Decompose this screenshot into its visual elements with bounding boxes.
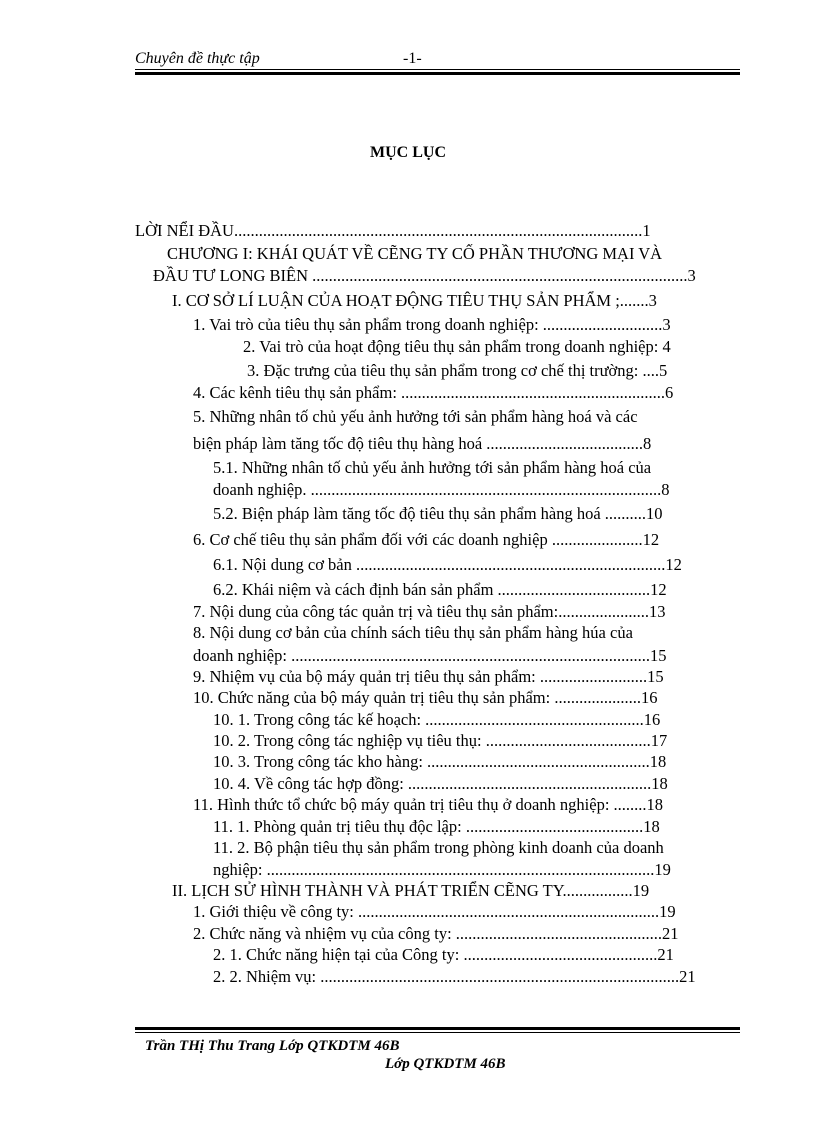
header-rule-thick [135, 72, 740, 75]
footer-rule-thin [135, 1032, 740, 1033]
toc-entry: 9. Nhiệm vụ của bộ máy quản trị tiêu thụ sản phẩm: ..........................15 [193, 667, 664, 686]
toc-entry: 11. 2. Bộ phận tiêu thụ sản phẩm trong phòng kinh doanh của doanh [213, 838, 664, 857]
toc-entry: 2. Vai trò của hoạt động tiêu thụ sản phẩm trong doanh nghiệp: 4 [243, 337, 671, 356]
footer-author: Trần THị Thu Trang Lớp QTKDTM 46B [145, 1038, 400, 1054]
toc-entry: 11. Hình thức tổ chức bộ máy quản trị tiêu thụ ở doanh nghiệp: ........18 [193, 795, 664, 814]
toc-entry: 2. 1. Chức năng hiện tại của Công ty: ...............................................21 [213, 945, 674, 964]
toc-entry: doanh nghiệp. .....................................................................................8 [213, 480, 670, 499]
toc-entry: 10. 3. Trong công tác kho hàng: ......................................................18 [213, 752, 667, 771]
toc-entry: CHƯƠNG I: KHÁI QUÁT VỀ CẼNG TY CỔ PHẦN THƯƠNG MẠI VÀ [167, 244, 663, 263]
toc-entry: 2. 2. Nhiệm vụ: .......................................................................................21 [213, 967, 696, 986]
toc-entry: 10. 4. Về công tác hợp đồng: ...........................................................18 [213, 774, 668, 793]
toc-entry: 6. Cơ chế tiêu thụ sản phẩm đối với các doanh nghiệp ......................12 [193, 530, 660, 549]
toc-entry: nghiệp: ..............................................................................................19 [213, 860, 671, 879]
toc-entry: 1. Giới thiệu về công ty: .........................................................................19 [193, 902, 676, 921]
toc-entry: 6.2. Khái niệm và cách định bán sản phẩm .....................................12 [213, 580, 667, 599]
header-title: Chuyên đề thực tập [135, 50, 260, 67]
toc-entry: 6.1. Nội dung cơ bản ...........................................................................12 [213, 555, 682, 574]
toc-entry: 5.1. Những nhân tố chủ yếu ảnh hưởng tới sản phẩm hàng hoá của [213, 458, 652, 477]
toc-entry: biện pháp làm tăng tốc độ tiêu thụ hàng hoá ......................................8 [193, 434, 652, 453]
toc-entry: 10. 2. Trong công tác nghiệp vụ tiêu thụ: ........................................17 [213, 731, 668, 750]
toc-entry: 11. 1. Phòng quản trị tiêu thụ độc lập: ...........................................18 [213, 817, 660, 836]
toc-entry: ĐẦU TƯ LONG BIÊN ...........................................................................................3 [153, 266, 696, 285]
toc-entry: LỜI NỂI ĐẦU...................................................................................................1 [135, 221, 651, 240]
toc-entry: 1. Vai trò của tiêu thụ sản phẩm trong doanh nghiệp: .............................3 [193, 315, 671, 334]
header-page-number: -1- [403, 50, 422, 67]
toc-entry: 4. Các kênh tiêu thụ sản phẩm: ................................................................6 [193, 383, 674, 402]
toc-entry: 2. Chức năng và nhiệm vụ của công ty: ..................................................21 [193, 924, 679, 943]
toc-entry: 7. Nội dung của công tác quản trị và tiêu thụ sản phẩm:......................13 [193, 602, 666, 621]
toc-entry: doanh nghiệp: .......................................................................................15 [193, 646, 667, 665]
toc-entry: I. CƠ SỞ LÍ LUẬN CỦA HOẠT ĐỘNG TIÊU THỤ SẢN PHẨM ;.......3 [172, 291, 657, 310]
toc-entry: 5.2. Biện pháp làm tăng tốc độ tiêu thụ sản phẩm hàng hoá ..........10 [213, 504, 663, 523]
toc-entry: 10. Chức năng của bộ máy quản trị tiêu thụ sản phẩm: .....................16 [193, 688, 658, 707]
footer-class: Lớp QTKDTM 46B [385, 1056, 506, 1072]
toc-entry: 3. Đặc trưng của tiêu thụ sản phẩm trong cơ chế thị trường: ....5 [247, 361, 668, 380]
footer-rule-thick [135, 1027, 740, 1030]
toc-entry: 8. Nội dung cơ bản của chính sách tiêu thụ sản phẩm hàng húa của [193, 623, 633, 642]
header-rule-thin [135, 69, 740, 70]
toc-entry: II. LỊCH SỬ HÌNH THÀNH VÀ PHÁT TRIỂN CẼNG TY.................19 [172, 881, 650, 900]
toc-title: MỤC LỤC [370, 144, 446, 161]
toc-entry: 10. 1. Trong công tác kế hoạch: .....................................................16 [213, 710, 661, 729]
toc-entry: 5. Những nhân tố chủ yếu ảnh hưởng tới sản phẩm hàng hoá và các [193, 407, 638, 426]
